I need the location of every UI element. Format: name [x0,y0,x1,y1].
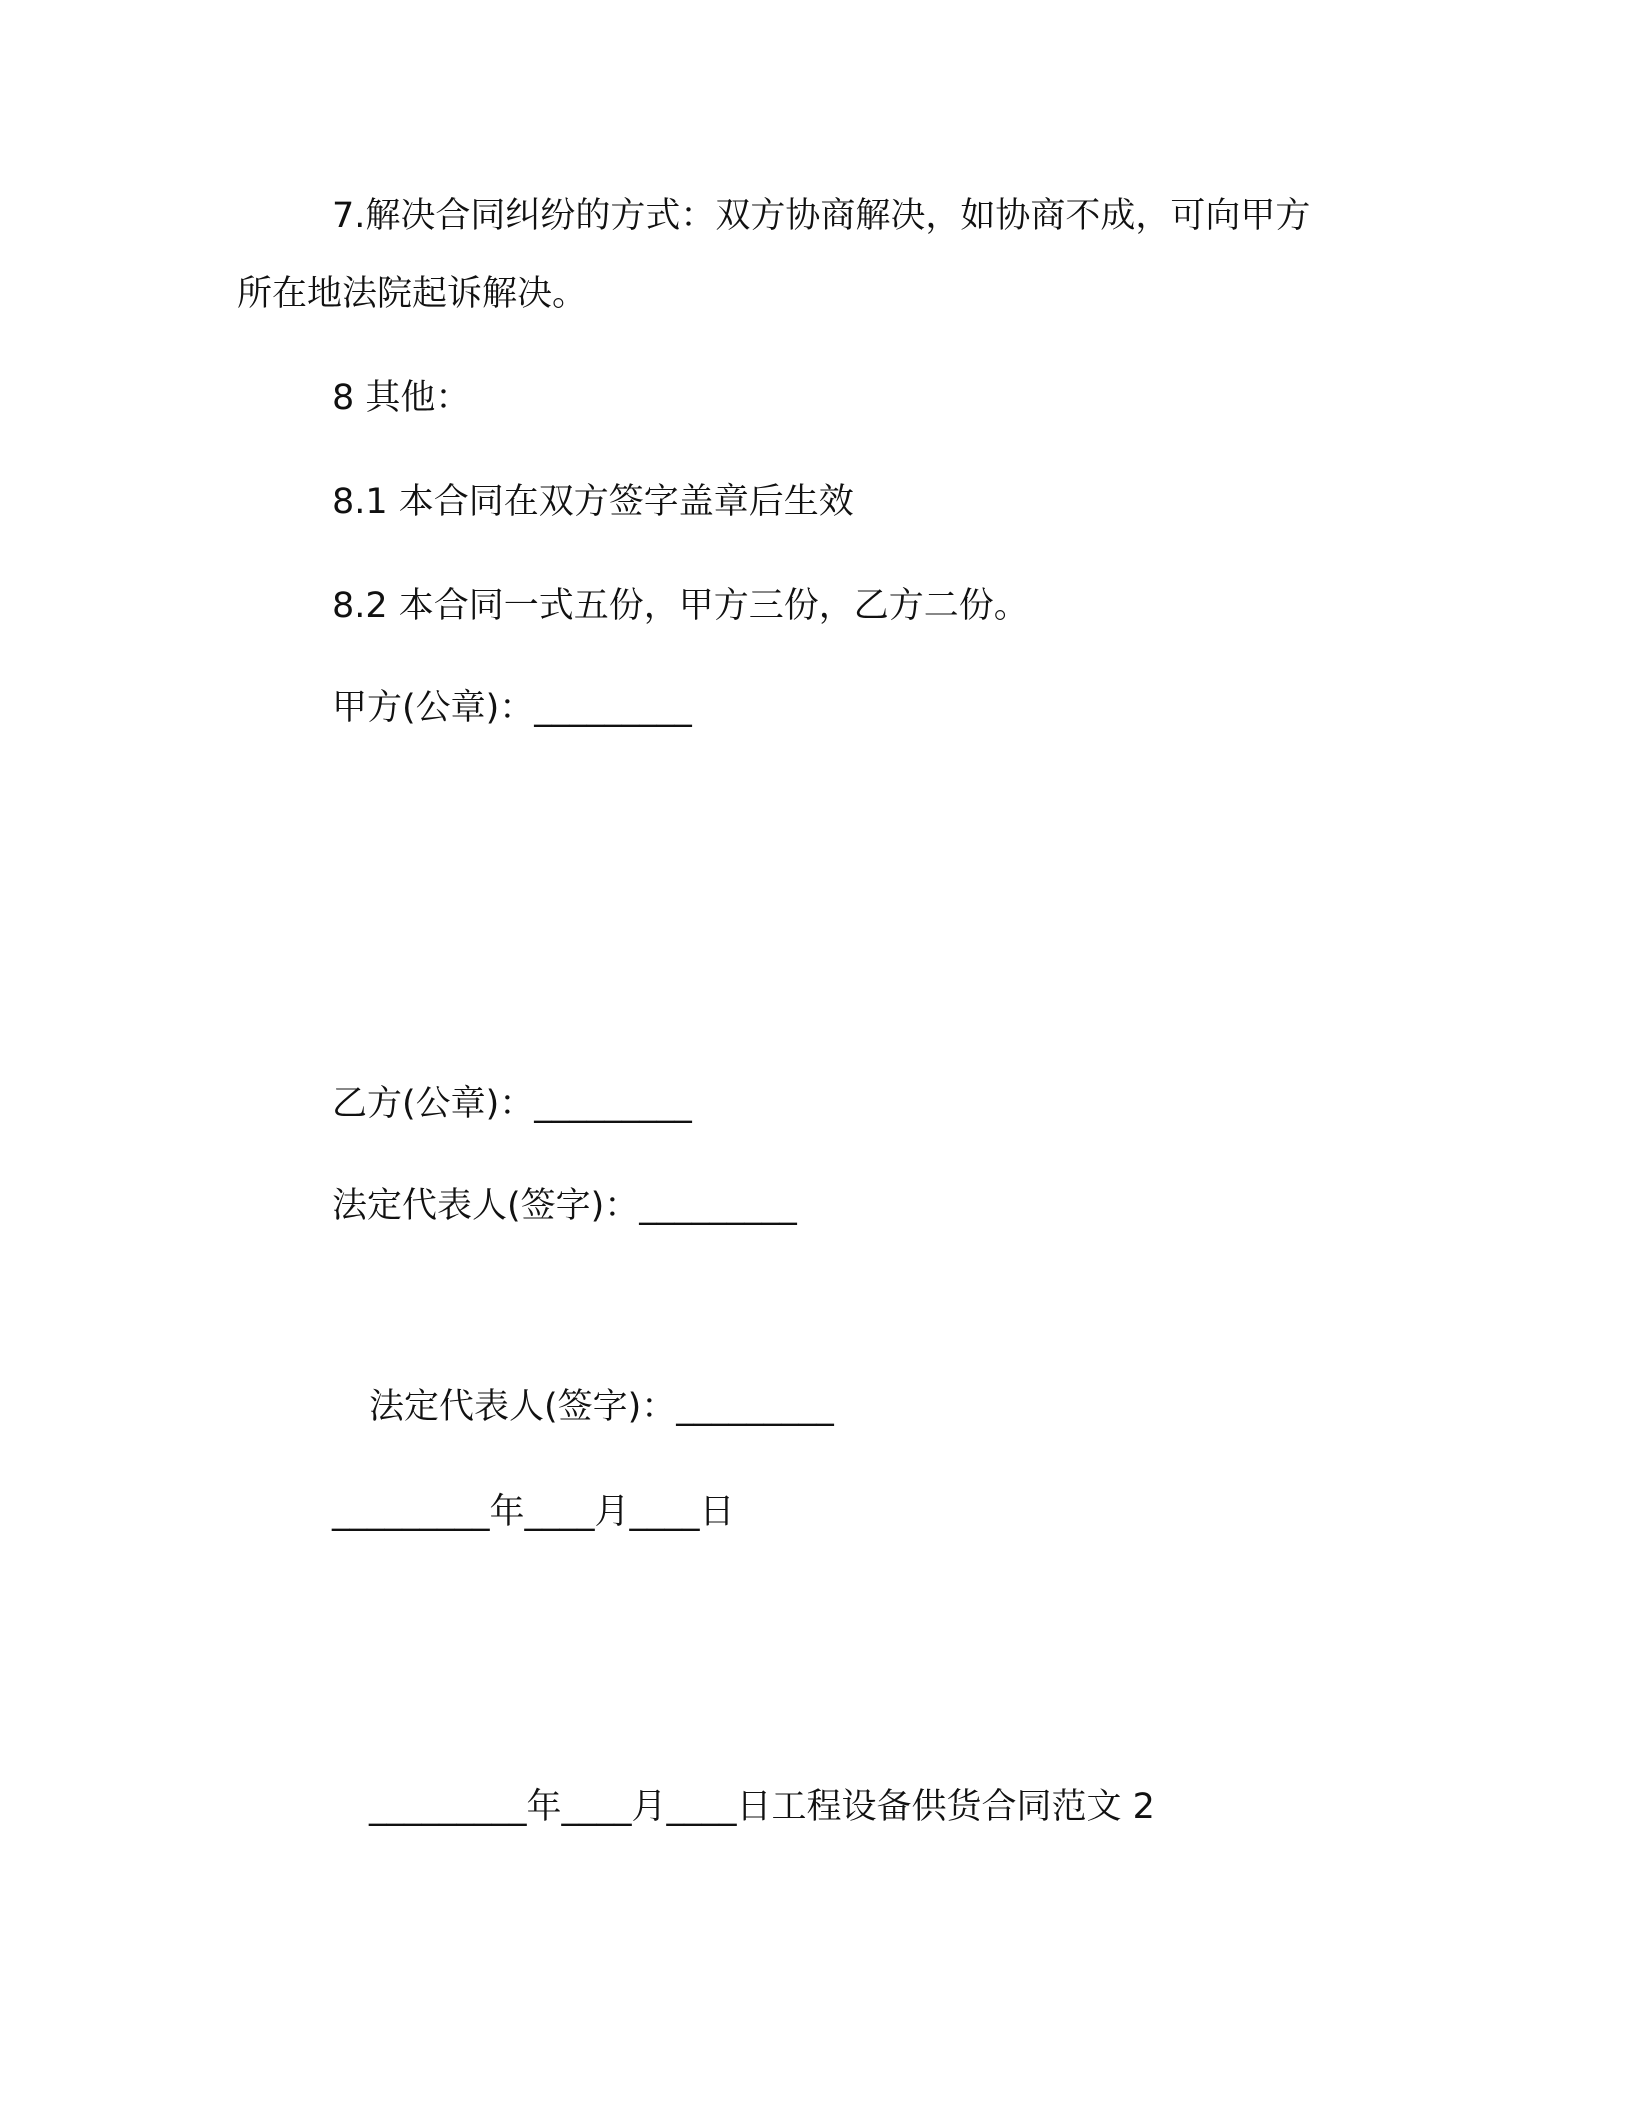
date-and-next-title-line: _________年____月____日工程设备供货合同范文 2 [369,1787,1155,1827]
clause-8-heading: 8 其他： [332,378,471,418]
clause-7-line-2: 所在地法院起诉解决。 [237,274,588,314]
clause-7-line-1: 7.解决合同纠纷的方式：双方协商解决，如协商不成，可向甲方 [332,196,1311,236]
clause-8-1: 8.1 本合同在双方签字盖章后生效 [332,482,854,522]
legal-representative-line-2: 法定代表人(签字)：_________ [369,1387,834,1427]
party-a-seal-line: 甲方(公章)：_________ [332,688,692,728]
date-line: _________年____月____日 [332,1492,735,1532]
legal-representative-line-1: 法定代表人(签字)：_________ [332,1186,797,1226]
clause-8-2: 8.2 本合同一式五份，甲方三份，乙方二份。 [332,586,1029,626]
party-b-seal-line: 乙方(公章)：_________ [332,1084,692,1124]
